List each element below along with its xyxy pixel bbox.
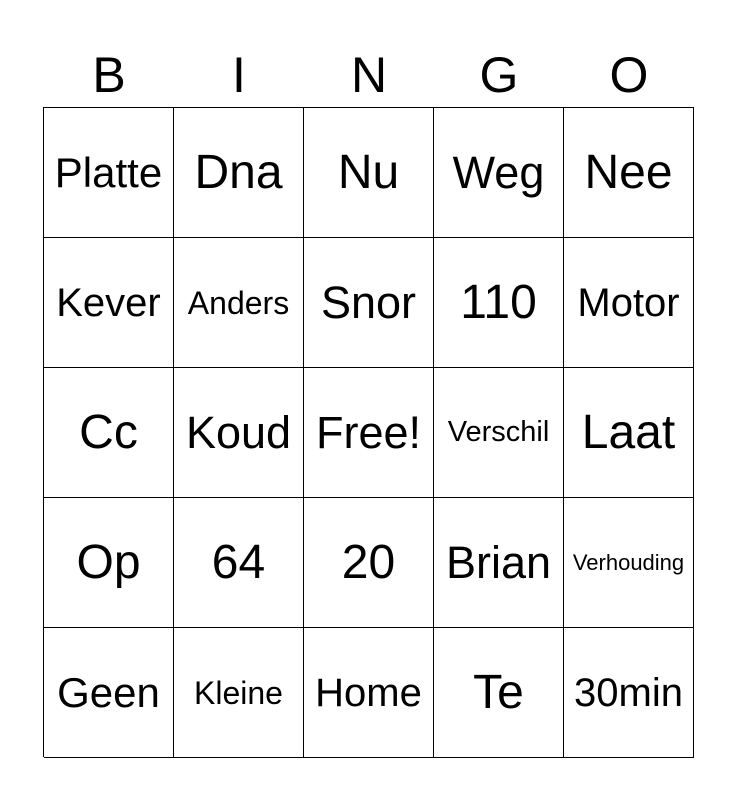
header-letter-o: O (609, 47, 649, 103)
bingo-cell[interactable]: Snor (304, 238, 434, 368)
bingo-cell[interactable]: Op (44, 498, 174, 628)
bingo-cell[interactable]: Kleine (174, 628, 304, 758)
header-letter-b: B (92, 47, 126, 103)
bingo-cell[interactable]: Geen (44, 628, 174, 758)
header-letter-n: N (350, 47, 388, 103)
bingo-cell[interactable]: Motor (564, 238, 694, 368)
header-letter-i: I (232, 47, 246, 103)
bingo-cell[interactable]: Platte (44, 108, 174, 238)
bingo-cell[interactable]: Weg (434, 108, 564, 238)
bingo-cell[interactable]: 20 (304, 498, 434, 628)
bingo-cell[interactable]: Anders (174, 238, 304, 368)
bingo-header (44, 44, 694, 106)
bingo-cell[interactable]: Koud (174, 368, 304, 498)
bingo-cell[interactable]: Kever (44, 238, 174, 368)
bingo-cell[interactable]: 64 (174, 498, 304, 628)
bingo-cell[interactable]: Verschil (434, 368, 564, 498)
bingo-cell[interactable]: Cc (44, 368, 174, 498)
bingo-cell[interactable]: Home (304, 628, 434, 758)
bingo-cell[interactable]: Te (434, 628, 564, 758)
header-letter-g: G (479, 47, 519, 103)
bingo-cell[interactable]: Brian (434, 498, 564, 628)
bingo-cell[interactable]: Verhouding (564, 498, 694, 628)
bingo-cell[interactable]: 110 (434, 238, 564, 368)
bingo-cell[interactable]: 30min (564, 628, 694, 758)
bingo-cell[interactable]: Nee (564, 108, 694, 238)
bingo-board (43, 107, 694, 757)
bingo-cell[interactable]: Dna (174, 108, 304, 238)
bingo-cell[interactable]: Laat (564, 368, 694, 498)
bingo-cell[interactable]: Nu (304, 108, 434, 238)
bingo-cell-free[interactable]: Free! (304, 368, 434, 498)
